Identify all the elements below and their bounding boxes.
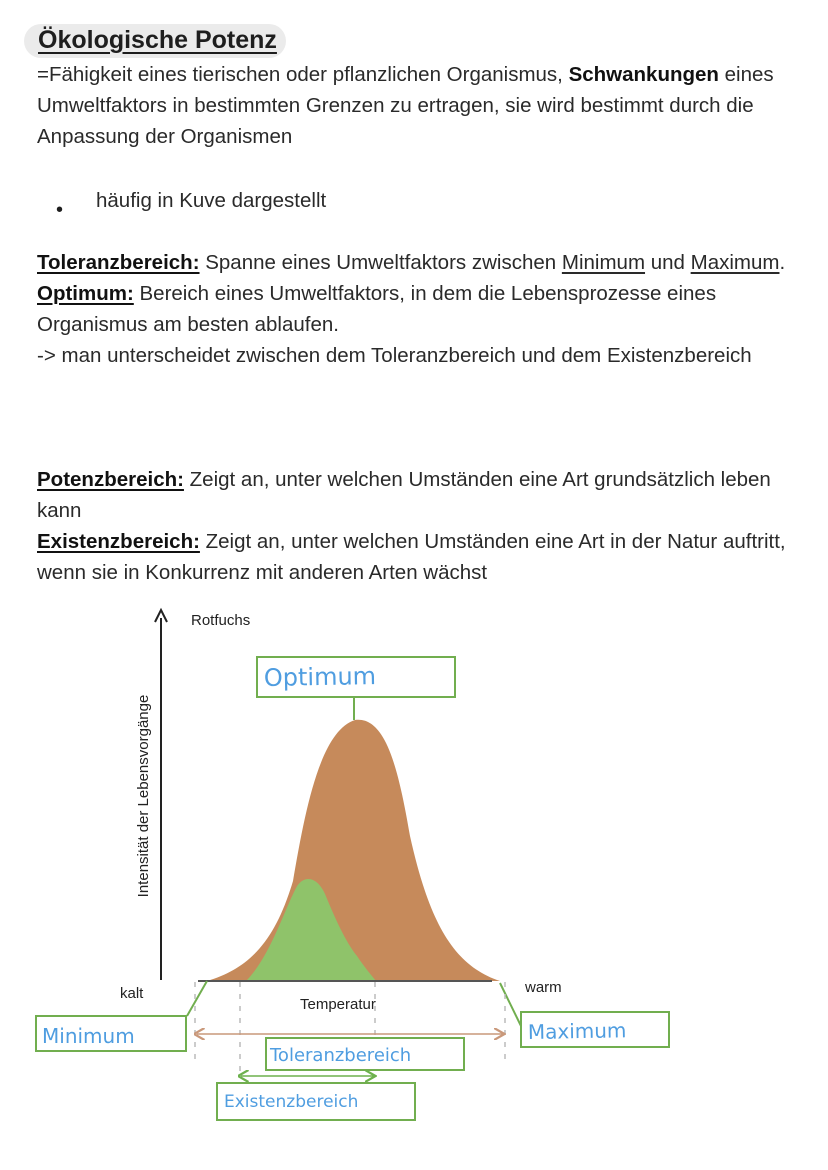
potenz-text: Zeigt an, unter welchen Umständen eine Art grundsätzlich leben kann [37,468,771,522]
toleranz-label: Toleranzbereich [270,1045,412,1066]
toleranz-text-c: . [779,251,786,274]
potenz-curve [207,720,500,981]
minimum-connector [187,981,207,1016]
toleranz-definition [37,247,807,278]
definition-prefix: =Fähigkeit eines tierischen oder pflanzlichen Organismus, [37,63,569,86]
toleranz-text-a: Spanne eines Umweltfaktors zwischen [199,251,562,274]
existenz-text: Zeigt an, unter welchen Umständen eine Art in der Natur auftritt, wenn sie in Konkurrenz mit anderen Arten wächst [37,530,786,584]
bullet-item: häufig in Kuve dargestellt [96,189,327,212]
warm-label: warm [525,979,562,996]
y-axis-label: Intensität der Lebensvorgänge [135,694,152,898]
definitions-block-1 [37,247,807,371]
toleranz-term: Toleranzbereich: [37,251,200,274]
bullet-marker: • [56,199,64,221]
optimum-label: Optimum [263,662,377,692]
potenz-term: Potenzbereich: [37,468,184,491]
page-title: Ökologische Potenz [38,26,277,54]
maximum-connector [500,983,521,1026]
optimum-term: Optimum: [37,282,134,305]
minimum-label: Minimum [42,1024,135,1048]
definition-paragraph [37,59,807,152]
maximum-label: Maximum [527,1018,627,1044]
existenz-definition [37,526,807,588]
potenz-definition [37,464,807,526]
toleranz-minimum: Minimum [561,251,646,274]
existenz-term: Existenzbereich: [37,530,200,553]
x-axis-label: Temperatur [300,996,376,1013]
note-line: -> man unterscheidet zwischen dem Toleranzbereich und dem Existenzbereich [37,344,752,367]
optimum-text: Bereich eines Umweltfaktors, in dem die Lebensprozesse eines Organismus am besten ablaufen. [37,282,717,336]
existenz-label: Existenzbereich [224,1092,359,1112]
species-label: Rotfuchs [191,612,251,629]
definitions-block-2 [37,464,807,588]
optimum-definition [37,278,807,340]
definition-suffix: eines Umweltfaktors in bestimmten Grenzen zu ertragen, sie wird bestimmt durch die Anpassung der Organismen [37,63,774,148]
toleranz-maximum: Maximum [690,251,780,274]
definition-bold-word: Schwankungen [568,63,719,86]
cold-label: kalt [120,985,144,1002]
tolerance-curve-diagram [0,596,828,1136]
toleranz-text-b: und [645,251,691,274]
